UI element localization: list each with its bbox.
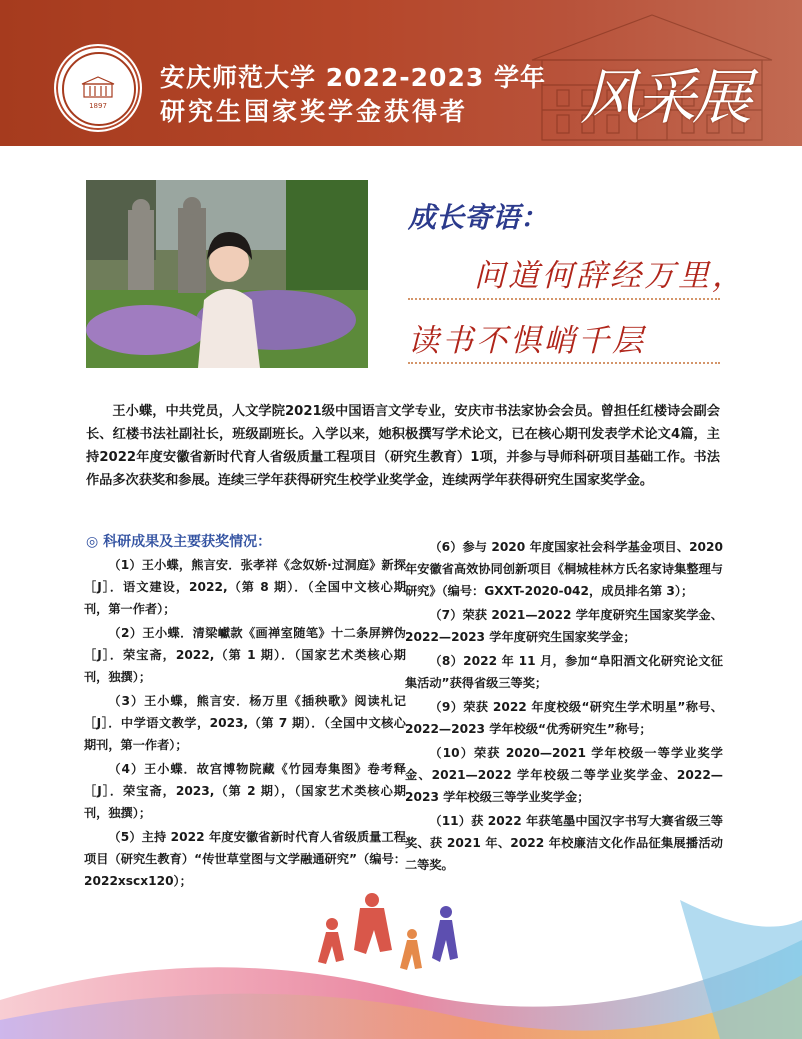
portrait-photo [86,180,368,368]
portrait-photo-illustration [86,180,368,368]
decorative-footer [0,880,802,1039]
achievement-item: （3）王小蝶，熊言安．杨万里《插秧歌》阅读札记［J］．中学语文教学，2023,（第 7 期）．（全国中文核心期刊，第一作者）； [84,694,406,752]
achievement-item: （5）主持 2022 年度安徽省新时代育人省级质量工程项目（研究生教育）“传世草堂图与文学融通研究”（编号：2022xscx120）； [84,830,406,888]
bio-paragraph: 王小蝶，中共党员，人文学院2021级中国语言文学专业，安庆市书法家协会会员。曾担任红楼诗会副会长、红楼书法社副社长，班级副班长。入学以来，她积极撰写学术论文，已在核心期刊发表学术论文4篇，主持2022年度安徽省新时代育人省级质量工程项目（研究生教育）1项，并参与导师科研项目基础工作。书法作品多次获奖和参展。连续三学年获得研究生校学业奖学金，连续两学年获得研究生国家奖学金。 [86,404,720,488]
motto-line2: 读书不惧峭千层 [408,323,646,359]
header-banner [0,0,802,146]
university-logo [54,44,142,132]
running-figures-ribbon-illustration [0,880,802,1039]
achievement-item: （6）参与 2020 年度国家社会科学基金项目、2020 年安徽省高效协同创新项目《桐城桂林方氏名家诗集整理与研究》（编号：GXXT-2020-042，成员排名第 3）； [405,540,723,598]
dotted-divider [408,298,720,300]
dotted-divider [408,362,720,364]
achievement-item: （8）2022 年 11 月，参加“阜阳酒文化研究论文征集活动”获得省级三等奖； [405,654,723,690]
achievement-item: （7）荣获 2021—2022 学年度研究生国家奖学金、2022—2023 学年度研究生国家奖学金； [405,608,723,644]
achievements-right-column [405,536,723,878]
achievement-item: （1）王小蝶，熊言安．张孝祥《念奴娇·过洞庭》新探［J］．语文建设，2022,（第 8 期）．（全国中文核心期刊，第一作者）； [84,558,406,616]
achievement-item: （2）王小蝶．清梁巘款《画禅室随笔》十二条屏辨伪［J］．荣宝斋，2022,（第 1 期）．（国家艺术类核心期刊，独撰）； [84,626,406,684]
achievement-item: （11）获 2022 年获笔墨中国汉字书写大赛省级三等奖、获 2021 年、2022 年校廉洁文化作品征集展播活动二等奖。 [405,814,723,872]
achievement-item: （10）荣获 2020—2021 学年校级一等学业奖学金、2021—2022 学年校级二等学业奖学金、2022—2023 学年校级三等学业奖学金； [405,746,723,804]
feature-calligraphy: 风采展 [580,63,748,133]
page-title-line2: 研究生国家奖学金获得者 [160,97,469,126]
page-title-line1: 安庆师范大学 2022-2023 学年 [160,63,546,92]
achievements-left-column [84,554,406,894]
achievement-item: （4）王小蝶．故宫博物院藏《竹园寿集图》卷考释［J］．荣宝斋，2023,（第 2 期），（国家艺术类核心期刊，独撰）； [84,762,406,820]
section-title: ◎ 科研成果及主要获奖情况： [86,534,272,550]
logo-building-icon [80,76,116,98]
achievement-item: （9）荣获 2022 年度校级“研究生学术明星”称号、2022—2023 学年校级“优秀研究生”称号； [405,700,723,736]
logo-year: 1897 [89,102,107,110]
motto-line1: 问道何辞经万里， [474,258,746,294]
motto-title: 成长寄语： [408,201,549,234]
